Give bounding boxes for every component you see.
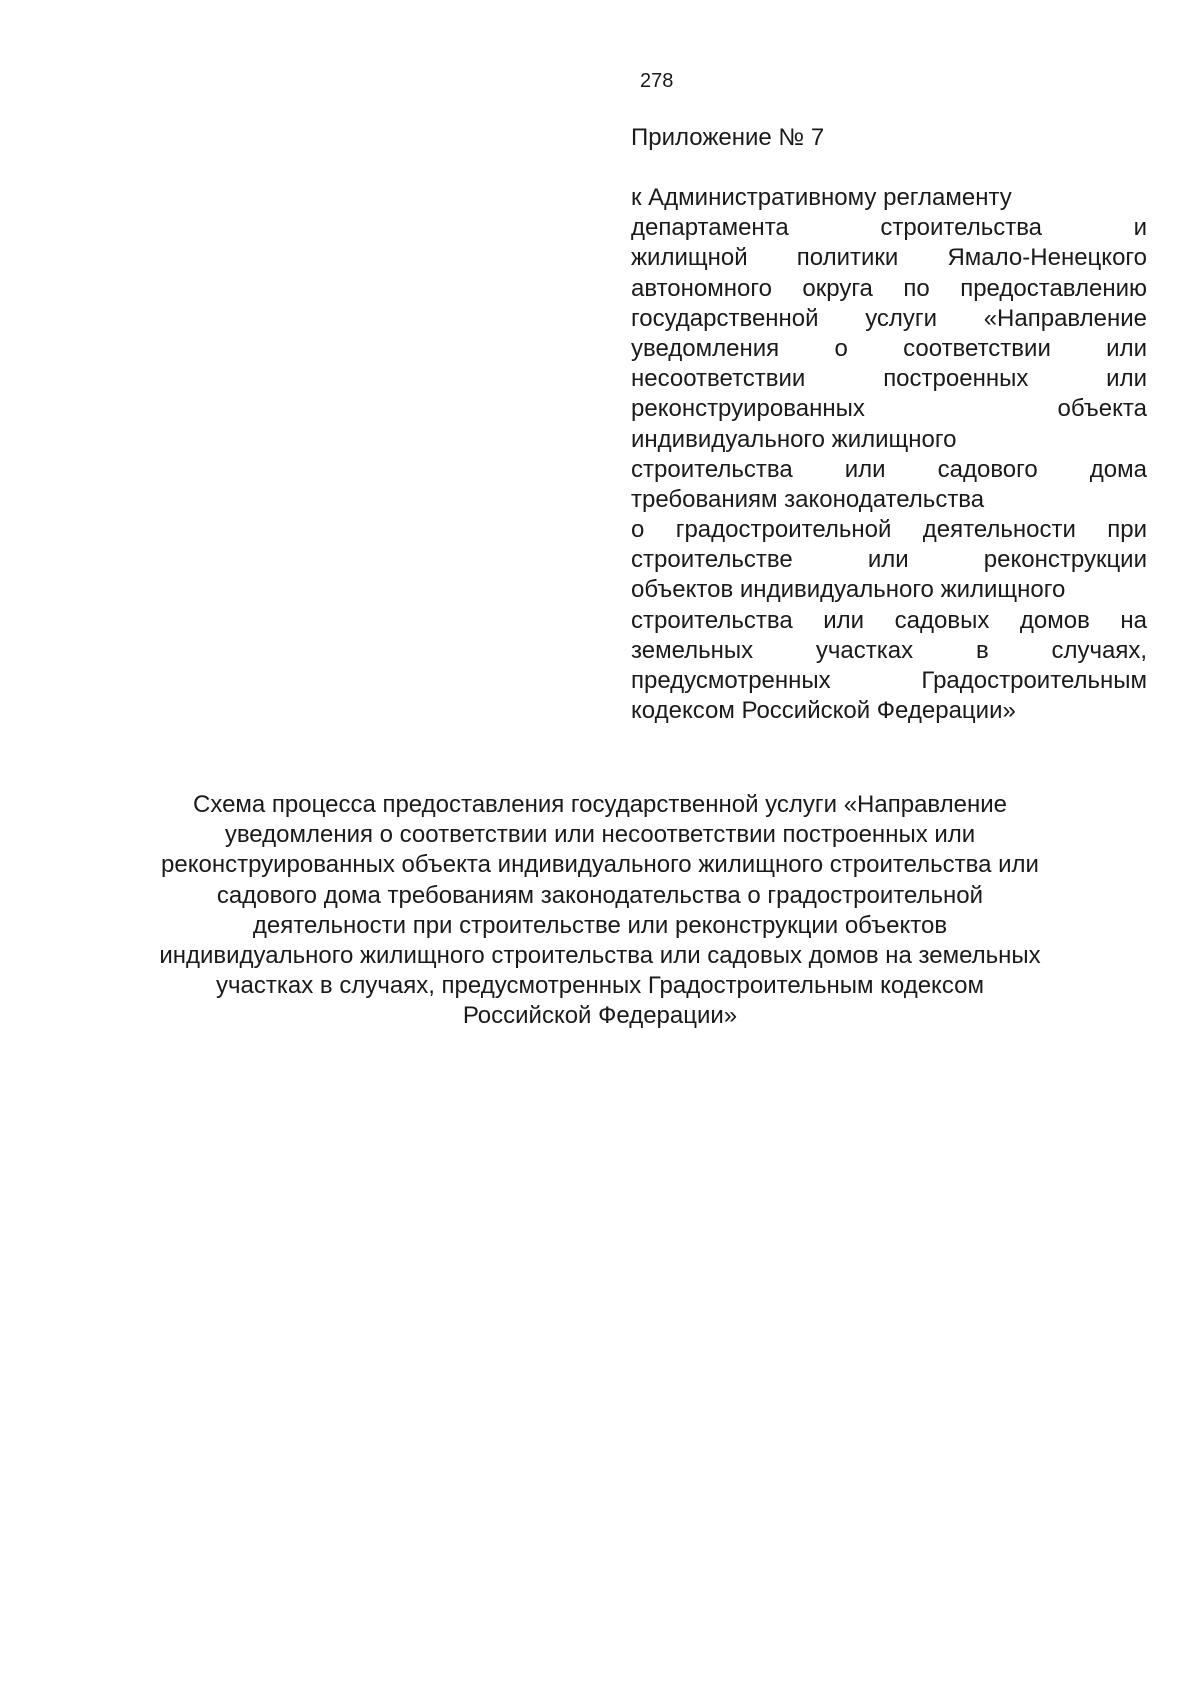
scheme-title-line: индивидуального жилищного строительства или садовых домов на земельных <box>159 942 1041 970</box>
appendix-reference-line: уведомления о соответствии или <box>631 334 1147 362</box>
scheme-title-line: садового дома требованиям законодательства о градостроительной <box>216 881 984 909</box>
appendix-reference-line: кодексом Российской Федерации» <box>631 697 1016 725</box>
appendix-reference <box>631 183 1147 726</box>
appendix-reference-line: автономного округа по предоставлению <box>631 274 1147 302</box>
scheme-title-line: деятельности при строительстве или реконструкции объектов <box>252 911 948 939</box>
appendix-reference-line: реконструированных объекта <box>631 395 1147 423</box>
appendix-reference-line: предусмотренных Градостроительным <box>631 667 1147 694</box>
appendix-reference-line: строительства или садового дома <box>631 455 1147 483</box>
scheme-title-line: Российской Федерации» <box>462 1002 738 1030</box>
page-number: 278 <box>640 70 674 92</box>
appendix-reference-line: строительстве или реконструкции <box>631 546 1147 574</box>
appendix-reference-line: департамента строительства и <box>631 214 1147 242</box>
scheme-title-line: реконструированных объекта индивидуального жилищного строительства или <box>161 851 1039 879</box>
appendix-reference-line: земельных участках в случаях, <box>631 636 1147 664</box>
appendix-reference-line: несоответствии построенных или <box>631 365 1147 393</box>
appendix-reference-line: государственной услуги «Направление <box>631 304 1147 332</box>
appendix-reference-line: индивидуального жилищного <box>631 425 957 453</box>
appendix-reference-line: жилищной политики Ямало-Ненецкого <box>631 244 1147 272</box>
scheme-title-line: участках в случаях, предусмотренных Градостроительным кодексом <box>216 972 984 1000</box>
appendix-reference-line: объектов индивидуального жилищного <box>631 576 1066 604</box>
scheme-title <box>150 790 1050 1032</box>
appendix-reference-line: требованиям законодательства <box>631 485 985 513</box>
scheme-title-line: уведомления о соответствии или несоответствии построенных или <box>224 821 976 849</box>
scheme-title-line: Схема процесса предоставления государственной услуги «Направление <box>193 791 1007 818</box>
appendix-title: Приложение № 7 <box>631 124 825 151</box>
appendix-reference-line: к Административному регламенту <box>631 184 1012 211</box>
appendix-reference-line: строительства или садовых домов на <box>631 606 1147 634</box>
appendix-reference-line: о градостроительной деятельности при <box>631 516 1147 544</box>
